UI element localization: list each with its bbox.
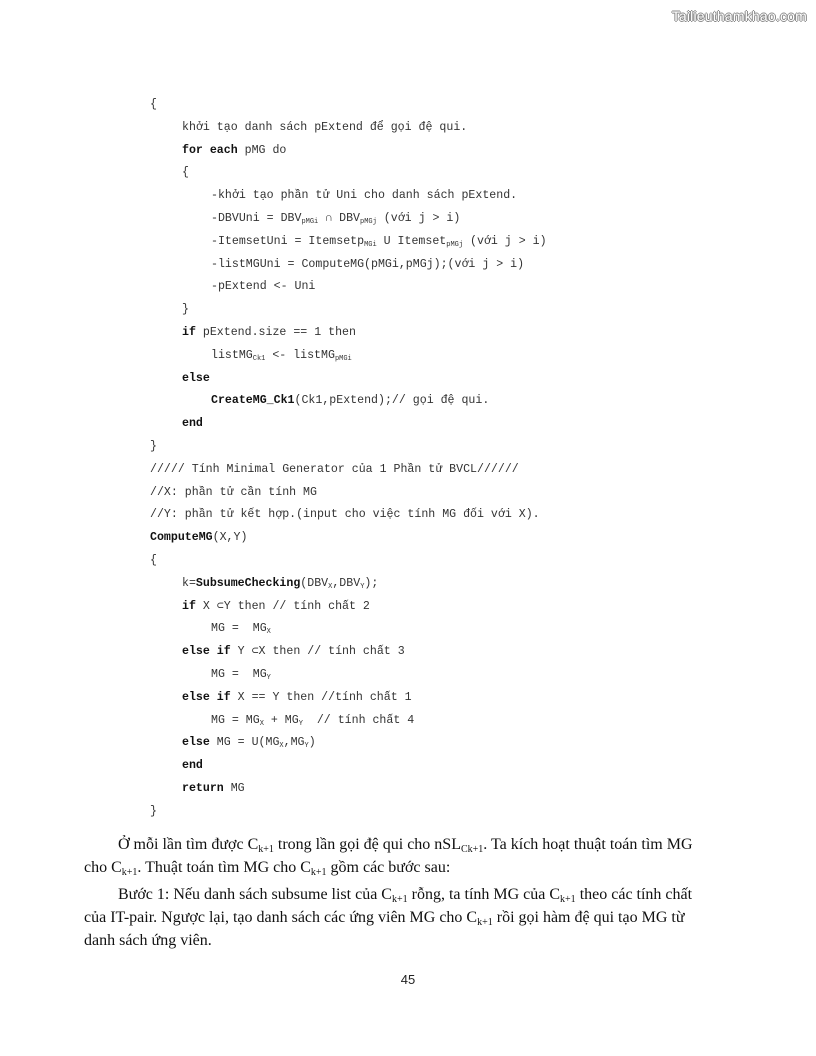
subscript: X: [279, 742, 284, 751]
text-run: trong lần gọi đệ qui cho nSL: [273, 836, 461, 853]
code-line: [150, 732, 547, 755]
keyword: return: [182, 781, 224, 795]
code-line: [150, 504, 547, 527]
code-line: [150, 276, 547, 299]
code-text: U Itemset: [376, 234, 447, 248]
code-text: ,DBV: [332, 576, 361, 590]
code-text: X ⊂Y then // tính chất 2: [195, 599, 370, 613]
keyword: end: [182, 417, 203, 431]
paragraph: [84, 833, 714, 879]
code-line: [150, 162, 547, 185]
subscript: X: [328, 582, 333, 591]
paragraph: [84, 883, 714, 952]
code-comment: //Y: phần tử kết hợp.(input cho việc tính MG đối với X).: [150, 508, 540, 522]
code-line: [150, 140, 547, 163]
brace: {: [150, 553, 157, 567]
code-comment: // tính chất 4: [302, 713, 415, 727]
code-text: pExtend.size == 1 then: [195, 325, 356, 339]
brace: }: [150, 804, 157, 818]
brace: {: [182, 166, 189, 180]
code-text: listMG: [211, 348, 253, 362]
code-text: MG: [223, 781, 245, 795]
code-line: [150, 801, 547, 824]
code-line: [150, 231, 547, 254]
code-text: -ItemsetUni = Itemsetp: [211, 234, 365, 248]
subscript: pMGj: [446, 240, 464, 249]
text-run: . Ta kích hoạt thuật toán tìm MG cho C: [84, 836, 693, 876]
code-comment: //X: phần tử cần tính MG: [150, 485, 317, 499]
keyword: else if: [182, 690, 231, 704]
code-text: -listMGUni = ComputeMG(pMGi,pMGj);(với j > i): [211, 257, 525, 271]
brace: {: [150, 98, 157, 111]
code-line: [150, 413, 547, 436]
text-run: Ở mỗi lần tìm được C: [118, 836, 259, 853]
code-line: [150, 208, 547, 231]
code-line: [150, 687, 547, 710]
pseudocode-block: [150, 94, 547, 824]
subscript: Ck+1: [460, 844, 484, 855]
code-line: [150, 618, 547, 641]
code-text: -DBVUni = DBV: [211, 211, 302, 225]
watermark: Tailieuthamkhao.com: [671, 8, 807, 24]
subscript: MGi: [364, 240, 377, 249]
subscript: Y: [266, 673, 271, 682]
code-line: [150, 550, 547, 573]
code-line: [150, 345, 547, 368]
subscript: k+1: [560, 894, 576, 905]
text-run: rồi gọi hàm đệ qui tạo MG từ danh sách ứng viên.: [84, 909, 685, 949]
code-text: MG = MG: [211, 713, 260, 727]
keyword: for each: [182, 143, 238, 157]
code-line: [150, 710, 547, 733]
code-text: ): [308, 736, 316, 750]
function-name: CreateMG_Ck1: [211, 394, 295, 408]
code-text: MG = MG: [211, 622, 267, 636]
code-line: [150, 459, 547, 482]
code-line: [150, 322, 547, 345]
body-text: [84, 833, 714, 956]
code-text: MG = MG: [211, 667, 267, 681]
subscript: k+1: [258, 844, 274, 855]
code-line: [150, 368, 547, 391]
subscript: k+1: [310, 867, 327, 878]
keyword: else if: [182, 645, 231, 659]
code-line: [150, 596, 547, 619]
code-text: ∩ DBV: [318, 211, 361, 225]
subscript: k+1: [121, 867, 138, 878]
code-text: X == Y then //tính chất 1: [230, 690, 412, 704]
code-line: [150, 94, 547, 117]
code-line: [150, 299, 547, 322]
subscript: Ck1: [252, 354, 266, 363]
text-run: gồm các bước sau:: [326, 859, 451, 876]
code-line: [150, 390, 547, 413]
page-number: 45: [400, 972, 416, 987]
code-text: + MG: [263, 713, 299, 727]
code-line: [150, 755, 547, 778]
code-text: <- listMG: [265, 348, 335, 362]
code-text: pMG do: [237, 143, 287, 157]
keyword: if: [182, 599, 196, 613]
text-run: Bước 1: Nếu danh sách subsume list của C: [118, 886, 392, 903]
code-line: [150, 573, 547, 596]
code-line: [150, 641, 547, 664]
code-text: (DBV: [300, 576, 329, 590]
subscript: pMGj: [360, 217, 377, 226]
subscript: X: [259, 719, 264, 728]
brace: }: [182, 303, 189, 317]
code-text: khởi tạo danh sách pExtend để gọi đệ qui.: [182, 120, 468, 134]
code-comment: ///// Tính Minimal Generator của 1 Phần tử BVCL//////: [150, 462, 519, 476]
subscript: k+1: [391, 894, 408, 905]
code-line: [150, 185, 547, 208]
subscript: k+1: [477, 917, 493, 928]
code-text: (với j > i): [463, 234, 547, 248]
function-name: SubsumeChecking: [195, 576, 301, 590]
code-text: );: [364, 576, 379, 590]
code-text: Y ⊂X then // tính chất 3: [230, 645, 405, 659]
text-run: theo các tính chất của IT-pair. Ngược lại, tạo danh sách các ứng viên MG cho C: [84, 886, 693, 926]
code-line: [150, 527, 547, 550]
code-text: -pExtend <- Uni: [211, 280, 316, 294]
subscript: Y: [304, 742, 309, 751]
code-text: (Ck1,pExtend);// gọi đệ qui.: [294, 394, 490, 408]
code-text: MG = U(MG: [209, 736, 280, 750]
subscript: pMGi: [301, 217, 319, 226]
keyword: if: [182, 325, 196, 339]
code-line: [150, 778, 547, 801]
subscript: pMGi: [334, 354, 352, 363]
keyword: end: [182, 759, 203, 773]
keyword: else: [182, 736, 210, 750]
code-text: ,MG: [283, 736, 305, 750]
code-line: [150, 482, 547, 505]
code-line: [150, 436, 547, 459]
brace: }: [150, 439, 157, 453]
subscript: Y: [360, 582, 365, 591]
code-text: (với j > i): [376, 211, 461, 225]
text-run: rỗng, ta tính MG của C: [407, 886, 561, 903]
text-run: . Thuật toán tìm MG cho C: [137, 859, 311, 876]
subscript: X: [266, 628, 271, 637]
code-text: -khởi tạo phần tử Uni cho danh sách pExtend.: [211, 189, 518, 203]
function-name: ComputeMG: [150, 531, 213, 545]
code-text: k=: [182, 576, 196, 590]
keyword: else: [182, 371, 210, 385]
code-text: (X,Y): [212, 531, 248, 545]
code-line: [150, 254, 547, 277]
code-line: [150, 117, 547, 140]
code-line: [150, 664, 547, 687]
subscript: Y: [298, 719, 303, 728]
